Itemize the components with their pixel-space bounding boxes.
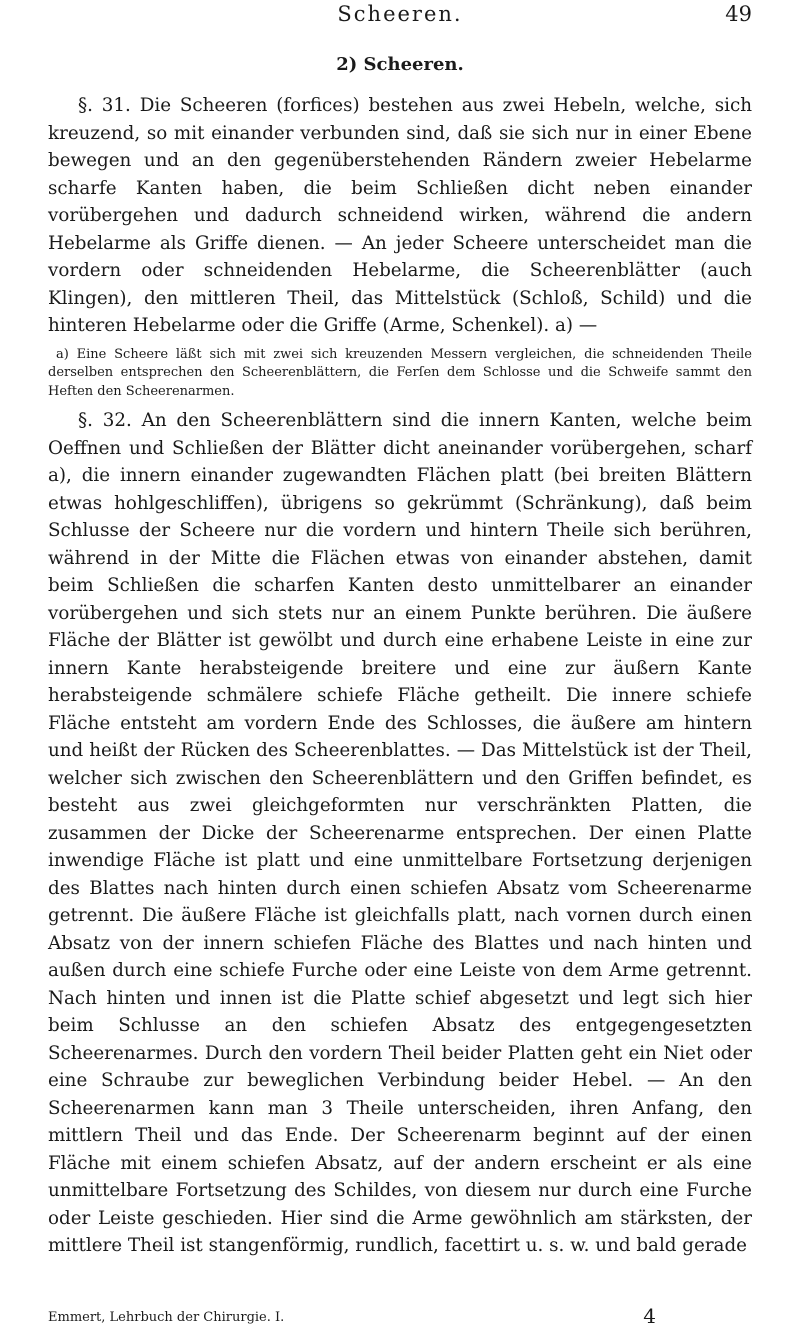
section-heading: 2) Scheeren.	[336, 54, 464, 75]
footnote-a: a) Eine Scheere läßt sich mit zwei sich kreuzenden Messern vergleichen, die schneidenden Theile derselben entsprechen den Scheerenblättern, die Ferſen dem Schlosse und die Schweife sammt den Heften den Scheerenarmen.	[48, 346, 752, 399]
page-footer	[48, 1304, 752, 1338]
paragraph-32: §. 32. An den Scheerenblättern sind die innern Kanten, welche beim Oeffnen und Schließen der Blätter dicht aneinander vorübergehen, scharf a), die innern einander zugewandten Flächen platt (bei breiten Blättern etwas hohlgeschliffen), übrigens so gekrümmt (Schränkung), daß beim Schlusse der Scheere nur die vordern und hintern Theile sich berühren, während in der Mitte die Flächen etwas von einander abstehen, damit beim Schließen die scharfen Kanten desto unmittelbarer an einander vorübergehen und sich stets nur an einem Punkte berühren. Die äußere Fläche der Blätter ist gewölbt und durch eine erhabene Leiste in eine zur innern Kante herabsteigende breitere und eine zur äußern Kante herabsteigende schmälere schiefe Fläche getheilt. Die innere schiefe Fläche entsteht am vordern Ende des Schlosses, die äußere am hintern und heißt der Rücken des Scheerenblattes. — Das Mittelstück ist der Theil, welcher sich zwischen den Scheerenblättern und den Griffen befindet, es besteht aus zwei gleichgeformten nur verschränkten Platten, die zusammen der Dicke der Scheerenarme entsprechen. Der einen Platte inwendige Fläche ist platt und eine unmittelbare Fortsetzung derjenigen des Blattes nach hinten durch einen schiefen Absatz vom Scheerenarme getrennt. Die äußere Fläche ist gleichfalls platt, nach vornen durch einen Absatz von der innern schiefen Fläche des Blattes und nach hinten und außen durch eine schiefe Furche oder eine Leiste von dem Arme getrennt. Nach hinten und innen ist die Platte schief abgesetzt und legt sich hier beim Schlusse an den schiefen Absatz des entgegengesetzten Scheerenarmes. Durch den vordern Theil beider Platten geht ein Niet oder eine Schraube zur beweglichen Verbindung beider Hebel. — An den Scheerenarmen kann man 3 Theile unterscheiden, ihren Anfang, den mittlern Theil und das Ende. Der Scheerenarm beginnt auf der einen Fläche mit einem schiefen Absatz, auf der andern erscheint er als eine unmittelbare Fortsetzung des Schildes, von diesem nur durch eine Furche oder Leiste geschieden. Hier sind die Arme gewöhnlich am stärksten, der mittlere Theil ist stangenförmig, rundlich, facettirt u. s. w. und bald gerade	[48, 410, 752, 1256]
paragraph-31: §. 31. Die Scheeren (forfices) bestehen aus zwei Hebeln, welche, sich kreuzend, so mit einander verbunden sind, daß sie sich nur in einer Ebene bewegen und an den gegenüberstehenden Rändern zweier Hebelarme scharfe Kanten haben, die beim Schließen dicht neben einander vorübergehen und dadurch schneidend wirken, während die andern Hebelarme als Griffe dienen. — An jeder Scheere unterscheidet man die vordern oder schneidenden Hebelarme, die Scheerenblätter (auch Klingen), den mittleren Theil, das Mittelstück (Schloß, Schild) und die hinteren Hebelarme oder die Griffe (Arme, Schenkel). a) —	[48, 95, 752, 336]
signature-mark: 4	[643, 1304, 656, 1328]
running-title: Scheeren.	[337, 2, 463, 26]
body-text	[48, 92, 752, 1260]
source-line: Emmert, Lehrbuch der Chirurgie. I.	[48, 1310, 285, 1325]
running-head	[48, 2, 752, 32]
page-number: 49	[725, 2, 752, 26]
book-page	[48, 0, 752, 1344]
